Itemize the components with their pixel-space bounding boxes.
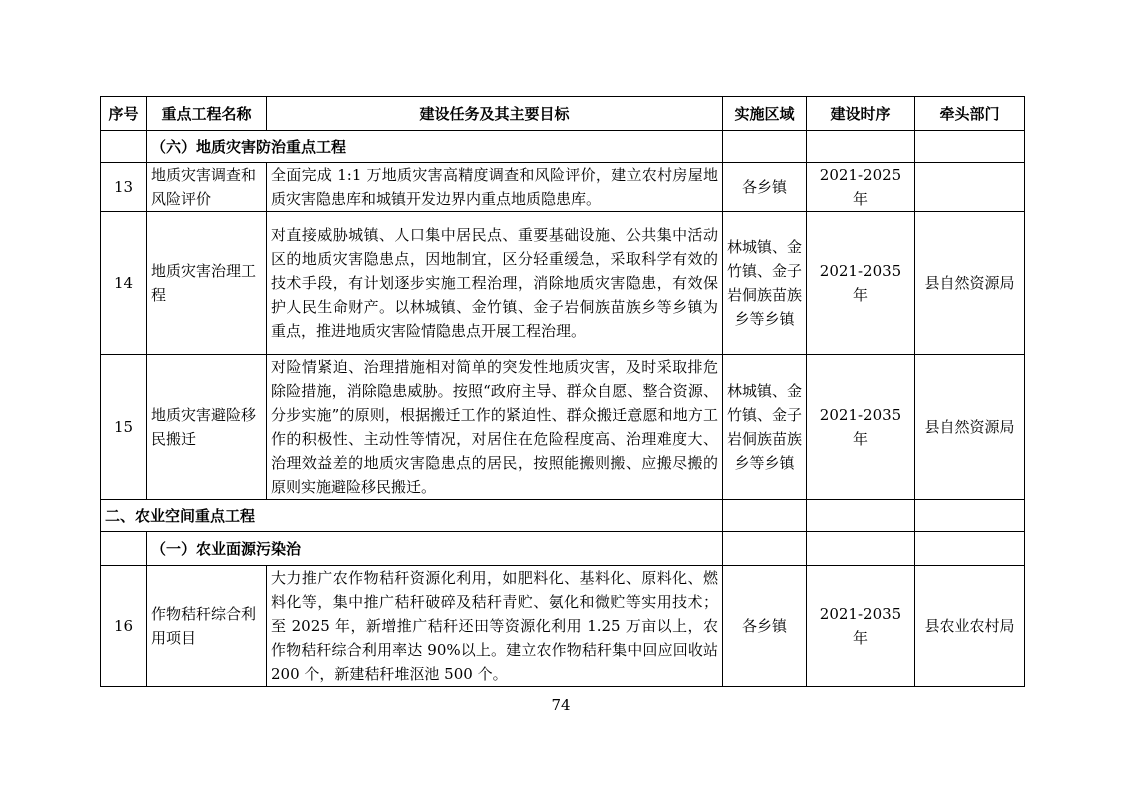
header-no: 序号 — [101, 97, 147, 131]
project-time: 2021-2025 年 — [807, 163, 915, 212]
project-name: 地质灾害避险移民搬迁 — [147, 355, 267, 500]
project-time: 2021-2035 年 — [807, 566, 915, 687]
project-name: 地质灾害治理工程 — [147, 212, 267, 355]
project-dept: 县农业农村局 — [915, 566, 1025, 687]
header-area: 实施区域 — [723, 97, 807, 131]
row-number: 16 — [101, 566, 147, 687]
project-time: 2021-2035 年 — [807, 212, 915, 355]
project-area: 各乡镇 — [723, 566, 807, 687]
project-area: 林城镇、金竹镇、金子岩侗族苗族乡等乡镇 — [723, 212, 807, 355]
section-title-geohazard: （六）地质灾害防治重点工程 — [147, 131, 723, 163]
empty-cell — [915, 500, 1025, 532]
page-number: 74 — [551, 696, 571, 714]
table-row — [101, 212, 1025, 355]
project-table — [100, 96, 1025, 687]
project-dept: 县自然资源局 — [915, 355, 1025, 500]
project-name: 作物秸秆综合利用项目 — [147, 566, 267, 687]
section-title-agriculture: 二、农业空间重点工程 — [101, 500, 723, 532]
project-name: 地质灾害调查和风险评价 — [147, 163, 267, 212]
empty-cell — [915, 131, 1025, 163]
row-number: 13 — [101, 163, 147, 212]
header-name: 重点工程名称 — [147, 97, 267, 131]
empty-cell — [723, 131, 807, 163]
section-row — [101, 131, 1025, 163]
project-task: 全面完成 1:1 万地质灾害高精度调查和风险评价，建立农村房屋地质灾害隐患库和城镇开发边界内重点地质隐患库。 — [267, 163, 723, 212]
empty-cell — [807, 532, 915, 566]
project-dept — [915, 163, 1025, 212]
row-number: 15 — [101, 355, 147, 500]
project-task: 对险情紧迫、治理措施相对简单的突发性地质灾害，及时采取排危除险措施，消除隐患威胁。按照“政府主导、群众自愿、整合资源、分步实施”的原则，根据搬迁工作的紧迫性、群众搬迁意愿和地方工作的积极性、主动性等情况，对居住在危险程度高、治理难度大、治理效益差的地质灾害隐患点的居民，按照能搬则搬、应搬尽搬的原则实施避险移民搬迁。 — [267, 355, 723, 500]
header-dept: 牵头部门 — [915, 97, 1025, 131]
project-dept: 县自然资源局 — [915, 212, 1025, 355]
project-task: 大力推广农作物秸秆资源化利用，如肥料化、基料化、原料化、燃料化等，集中推广秸秆破碎及秸秆青贮、氨化和微贮等实用技术；至 2025 年，新增推广秸秆还田等资源化利用 1.25 万亩以上，农作物秸秆综合利用率达 90%以上。建立农作物秸秆集中回应回收站 200 个，新建秸秆堆沤池 500 个。 — [267, 566, 723, 687]
header-task: 建设任务及其主要目标 — [267, 97, 723, 131]
table-row — [101, 566, 1025, 687]
section-row — [101, 532, 1025, 566]
project-area: 林城镇、金竹镇、金子岩侗族苗族乡等乡镇 — [723, 355, 807, 500]
header-time: 建设时序 — [807, 97, 915, 131]
section-row — [101, 500, 1025, 532]
empty-cell — [101, 131, 147, 163]
empty-cell — [915, 532, 1025, 566]
empty-cell — [723, 500, 807, 532]
project-area: 各乡镇 — [723, 163, 807, 212]
table-row — [101, 163, 1025, 212]
empty-cell — [101, 532, 147, 566]
empty-cell — [807, 500, 915, 532]
section-title-pollution: （一）农业面源污染治 — [147, 532, 723, 566]
empty-cell — [723, 532, 807, 566]
row-number: 14 — [101, 212, 147, 355]
project-time: 2021-2035 年 — [807, 355, 915, 500]
empty-cell — [807, 131, 915, 163]
header-row — [101, 97, 1025, 131]
table-row — [101, 355, 1025, 500]
project-task: 对直接威胁城镇、人口集中居民点、重要基础设施、公共集中活动区的地质灾害隐患点，因地制宜，区分轻重缓急，采取科学有效的技术手段，有计划逐步实施工程治理，消除地质灾害隐患，有效保护人民生命财产。以林城镇、金竹镇、金子岩侗族苗族乡等乡镇为重点，推进地质灾害险情隐患点开展工程治理。 — [267, 212, 723, 355]
